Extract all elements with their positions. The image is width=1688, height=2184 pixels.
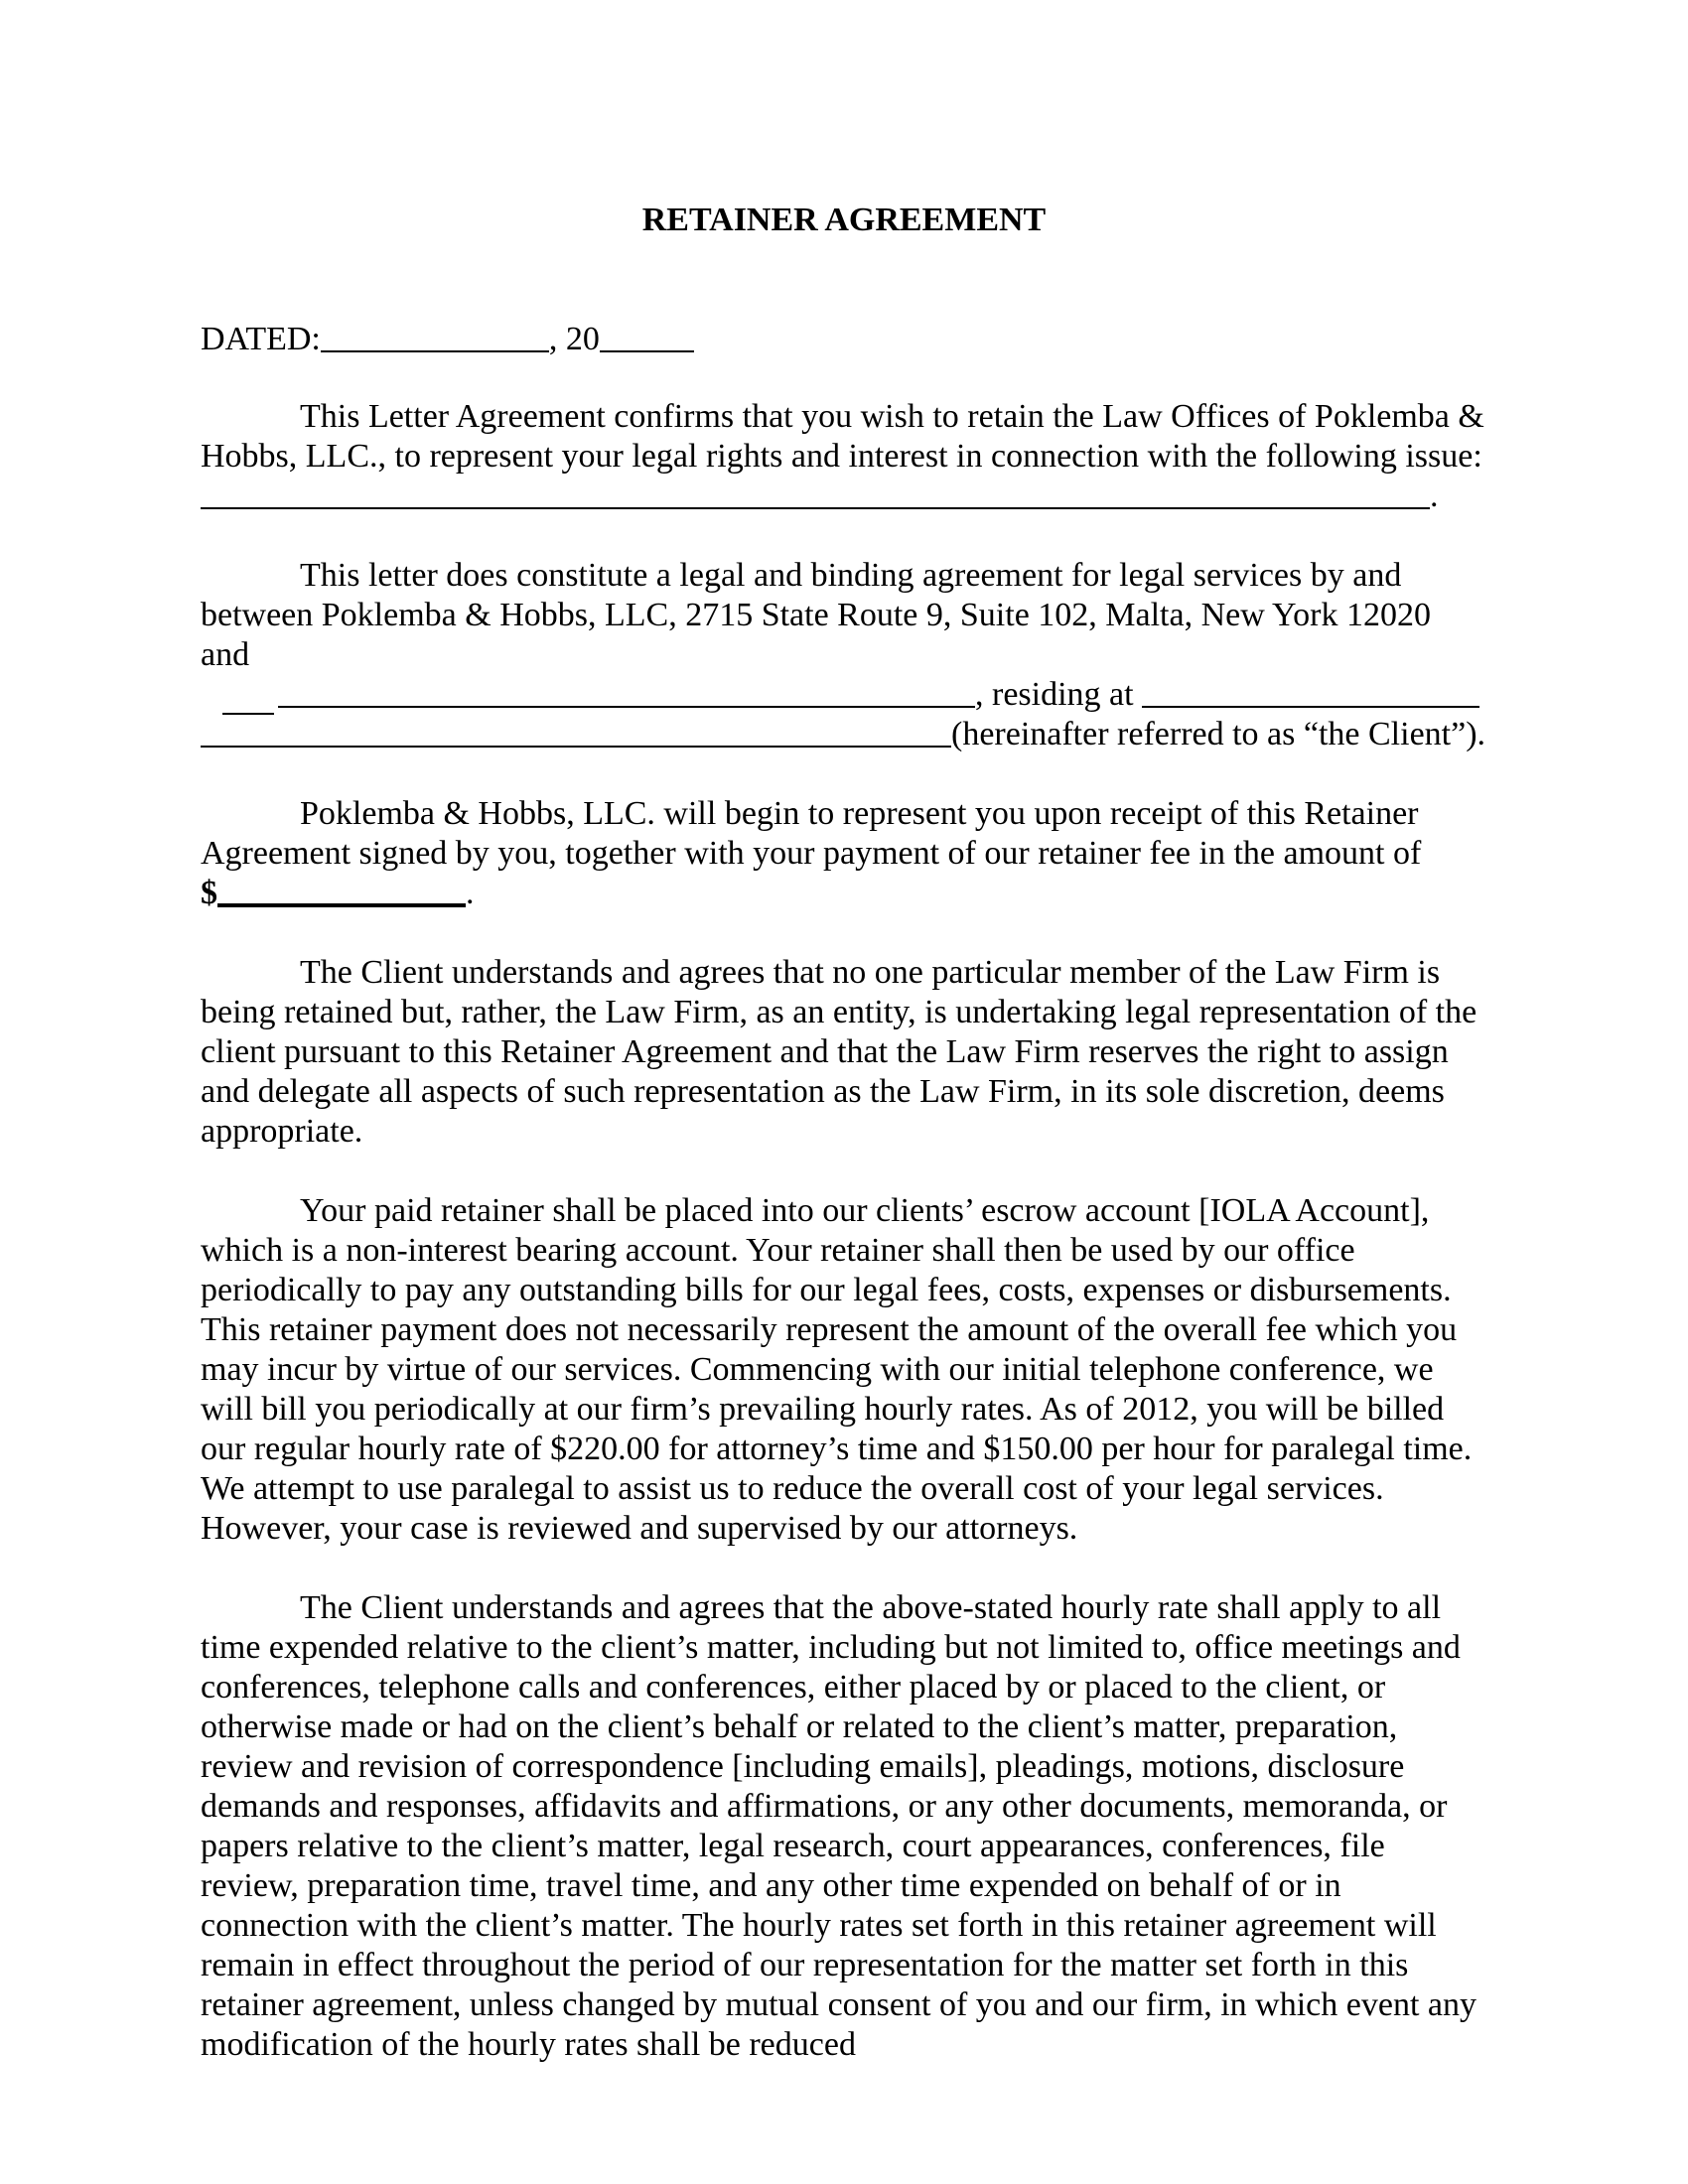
address-blank-field-2 bbox=[201, 741, 951, 748]
fee-blank-period: . bbox=[466, 875, 475, 911]
escrow-paragraph bbox=[201, 1191, 1487, 1549]
date-blank-field bbox=[321, 345, 549, 352]
document-title: RETAINER AGREEMENT bbox=[641, 202, 1047, 238]
issue-blank-line bbox=[201, 477, 1487, 516]
fee-amount-line bbox=[201, 874, 1487, 913]
address-blank-field-1 bbox=[1142, 701, 1479, 708]
escrow-paragraph-text: Your paid retainer shall be placed into our clients’ escrow account [IOLA Account], which is a non-interest bearing account. Your retainer shall then be used by our office periodically to pay any outstanding bills for our legal fees, costs, expenses or disbursements. This retainer payment does not necessarily represent the amount of the overall fee which you may incur by virtue of our services. Commencing with our initial telephone conference, we will bill you periodically at our firm’s prevailing hourly rates. As of 2012, you will be billed our regular hourly rate of $220.00 for attorney’s time and $150.00 per hour for paralegal time. We attempt to use paralegal to assist us to reduce the overall cost of your legal services. However, your case is reviewed and supervised by our attorneys. bbox=[201, 1192, 1473, 1547]
dated-year-prefix: , 20 bbox=[548, 321, 600, 357]
hourly-rates-paragraph bbox=[201, 1588, 1487, 2065]
intro-paragraph-text: This Letter Agreement confirms that you wish to retain the Law Offices of Poklemba & Hobbs, LLC., to represent your legal rights and interest in connection with the following issue: bbox=[201, 398, 1484, 475]
agreement-paragraph-text: This letter does constitute a legal and binding agreement for legal services by and between Poklemba & Hobbs, LLC, 2715 State Route 9, Suite 102, Malta, New York 12020 and bbox=[201, 557, 1432, 673]
intro-paragraph bbox=[201, 397, 1487, 516]
hourly-rates-paragraph-text: The Client understands and agrees that the above-stated hourly rate shall apply to all time expended relative to the client’s matter, including but not limited to, office meetings and conferences, telephone calls and conferences, either placed by or placed to the client, or otherwise made or had on the client’s behalf or related to the client’s matter, preparation, review and revision of correspondence [including emails], pleadings, motions, disclosure demands and responses, affidavits and affirmations, or any other documents, memoranda, or papers relative to the client’s matter, legal research, court appearances, conferences, file review, preparation time, travel time, and any other time expended on behalf of or in connection with the client’s matter. The hourly rates set forth in this retainer agreement will remain in effect throughout the period of our representation for the matter set forth in this retainer agreement, unless changed by mutual consent of you and our firm, in which event any modification of the hourly rates shall be reduced bbox=[201, 1589, 1477, 2063]
dated-line bbox=[201, 320, 1487, 359]
dated-label: DATED: bbox=[201, 321, 321, 357]
client-name-blank-short bbox=[222, 708, 274, 715]
year-blank-field bbox=[600, 345, 694, 352]
issue-blank-period: . bbox=[1430, 478, 1439, 514]
hereinafter-line bbox=[201, 715, 1487, 754]
residing-at-text: , residing at bbox=[975, 676, 1134, 713]
law-firm-entity-paragraph-text: The Client understands and agrees that no one particular member of the Law Firm is being retained but, rather, the Law Firm, as an entity, is undertaking legal representation of the client pursuant to this Retainer Agreement and that the Law Firm reserves the right to assign and delegate all aspects of such representation as the Law Firm, in its sole discretion, deems appropriate. bbox=[201, 954, 1477, 1150]
client-name-blank-field bbox=[278, 701, 975, 708]
agreement-paragraph bbox=[201, 556, 1487, 754]
issue-blank-field bbox=[201, 502, 1430, 509]
law-firm-entity-paragraph bbox=[201, 953, 1487, 1152]
dollar-sign: $ bbox=[201, 875, 217, 911]
fee-amount-blank-field bbox=[217, 898, 466, 907]
retainer-fee-paragraph bbox=[201, 794, 1487, 913]
retainer-fee-paragraph-text: Poklemba & Hobbs, LLC. will begin to represent you upon receipt of this Retainer Agreement signed by you, together with your payment of our retainer fee in the amount of bbox=[201, 795, 1422, 872]
client-name-line bbox=[201, 675, 1487, 715]
hereinafter-text: (hereinafter referred to as “the Client”). bbox=[951, 716, 1486, 752]
